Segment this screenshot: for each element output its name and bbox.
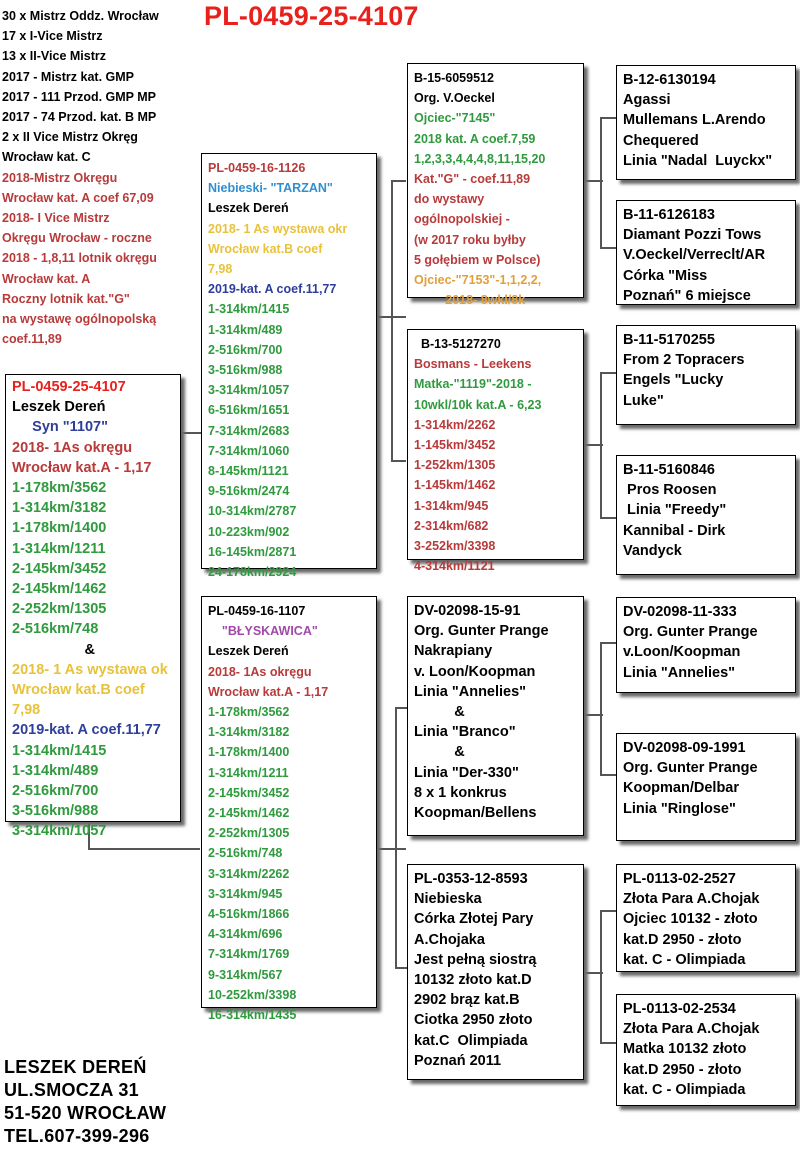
card-line: B-13-5127270 [414, 337, 501, 351]
card-line: 4-314km/1121 [414, 559, 495, 574]
card-line: 2019-kat. A coef.11,77 [208, 282, 337, 297]
card-line: Linia "Nadal Luyckx" [623, 152, 773, 169]
card-line: 7-314km/1769 [208, 947, 290, 962]
card-line: Luke" [623, 392, 664, 409]
card-line: 2-314km/682 [414, 518, 489, 533]
great-grandparent-card-2 [616, 200, 796, 305]
card-line: kat.C Olimpiada [414, 1032, 528, 1049]
card-line: 8-145km/1121 [208, 464, 289, 479]
card-line: 16-145km/2871 [208, 544, 297, 559]
great-grandparent-card-3 [616, 325, 796, 425]
card-line: Jest pełną siostrą [414, 951, 537, 968]
card-line: 1-314km/489 [12, 762, 99, 779]
card-line: Nakrapiany [414, 643, 493, 660]
address-line: TEL.607-399-296 [4, 1126, 150, 1146]
card-line: Syn "1107" [12, 419, 108, 436]
card-line: 2902 brąz kat.B [414, 992, 520, 1009]
granddam-paternal-card [407, 329, 584, 574]
card-line: 1-314km/945 [414, 498, 489, 513]
card-line: 10-314km/2787 [208, 504, 297, 519]
card-line: 2-516km/748 [208, 846, 283, 861]
connector-line [600, 910, 602, 1042]
card-line: A.Chojaka [414, 931, 485, 948]
card-line: 8 x 1 konkrus [414, 784, 507, 801]
great-grandparent-card-7 [616, 864, 796, 972]
card-line: 2018- 1 As wystawa okr [208, 221, 348, 236]
card-line: Linia "Annelies" [414, 683, 527, 700]
card-line: kat.D 2950 - złoto [623, 931, 742, 948]
card-line: 9-516km/2474 [208, 484, 290, 499]
card-line: 16-314km/1435 [208, 1008, 297, 1023]
card-line: 2018- I Vice Mistrz [2, 211, 110, 226]
connector-line [600, 372, 602, 517]
connector-line [395, 967, 407, 969]
connector-line [600, 774, 616, 776]
page-title: PL-0459-25-4107 [204, 1, 419, 31]
connector-line [600, 117, 616, 119]
card-line: & [414, 744, 465, 761]
great-grandparent-card-6 [616, 733, 796, 841]
connector-line [391, 460, 406, 462]
card-line: 1-178km/1400 [208, 745, 290, 760]
card-line: Linia "Freedy" [623, 502, 727, 519]
grandsire-maternal-card [407, 596, 584, 836]
card-line: PL-0113-02-2534 [623, 1001, 736, 1017]
card-line: 2-145km/3452 [12, 560, 107, 577]
card-line: & [414, 704, 465, 721]
card-line: Wrocław kat.A - 1,17 [12, 459, 152, 476]
card-line: Org. Gunter Prange [623, 760, 758, 777]
card-line: 2-516km/748 [12, 621, 99, 638]
connector-line [395, 707, 397, 967]
card-line: 2018- 1As okręgu [208, 664, 312, 679]
card-line: 1-314km/3182 [12, 500, 107, 517]
card-line: Córka "Miss [623, 267, 708, 284]
card-line: DV-02098-09-1991 [623, 740, 746, 756]
card-line: 2-145km/3452 [208, 785, 290, 800]
card-line: 2018- 8wkl/8k [414, 293, 526, 308]
card-line: Agassi [623, 92, 671, 109]
card-line: 2018- 1 As wystawa ok [12, 661, 168, 678]
card-line: 1-252km/1305 [414, 458, 496, 473]
card-line: 2-252km/1305 [208, 826, 290, 841]
connector-line [600, 1042, 616, 1044]
connector-line [600, 910, 616, 912]
card-line: Leszek Dereń [208, 644, 289, 659]
card-line: 4-314km/696 [208, 927, 283, 942]
card-line: 13 x II-Vice Mistrz [2, 49, 106, 64]
card-line: 30 x Mistrz Oddz. Wrocław [2, 9, 159, 23]
card-line: Kannibal - Dirk [623, 522, 726, 539]
card-line: Kat."G" - coef.11,89 [414, 172, 531, 187]
card-line: Okręgu Wrocław - roczne [2, 231, 152, 246]
sire-card [201, 153, 377, 580]
card-line: 3-516km/988 [208, 363, 283, 378]
card-line: Wrocław kat.A - 1,17 [208, 684, 329, 699]
card-line: 2-252km/1305 [12, 601, 107, 618]
card-line: & [12, 641, 95, 658]
card-line: Koopman/Bellens [414, 805, 537, 822]
great-grandparent-card-4 [616, 455, 796, 575]
card-line: PL-0113-02-2527 [623, 871, 736, 887]
card-line: kat.D 2950 - złoto [623, 1061, 742, 1078]
card-line: B-11-5160846 [623, 462, 715, 478]
card-line: kat. C - Olimpiada [623, 951, 746, 968]
card-line: Linia "Annelies" [623, 664, 736, 681]
granddam-maternal-card [407, 864, 584, 1080]
card-line: PL-0353-12-8593 [414, 871, 528, 887]
card-line: 2017 - 74 Przod. kat. B MP [2, 110, 157, 125]
card-line: 2-145km/1462 [12, 581, 107, 598]
card-line: Linia "Ringlose" [623, 800, 736, 817]
card-line: Wrocław kat. A coef 67,09 [2, 190, 154, 205]
card-line: Mullemans L.Arendo [623, 112, 766, 129]
card-line: Ciotka 2950 złoto [414, 1012, 533, 1029]
card-line: 10-252km/3398 [208, 987, 297, 1002]
card-line: Bosmans - Leekens [414, 357, 532, 372]
card-line: Diamant Pozzi Tows [623, 227, 762, 244]
card-line: Koopman/Delbar [623, 780, 740, 797]
card-line: Niebieski- "TARZAN" [208, 181, 333, 196]
card-line: 2-516km/700 [208, 342, 283, 357]
card-line: na wystawę ogólnopolską [2, 312, 157, 327]
connector-line [600, 247, 616, 249]
dam-card [201, 596, 377, 1023]
card-line: Ojciec-"7153"-1,1,2,2, [414, 273, 542, 288]
card-line: Poznań 2011 [414, 1052, 502, 1069]
card-line: 2018 - 1,8,11 lotnik okręgu [2, 251, 157, 266]
card-line: 1-314km/1415 [12, 742, 107, 759]
card-line: Córka Złotej Pary [414, 911, 534, 928]
card-line: 6-516km/1651 [208, 403, 290, 418]
address-line: LESZEK DEREŃ [4, 1057, 147, 1077]
card-line: Engels "Lucky [623, 372, 724, 389]
card-line: From 2 Topracers [623, 352, 745, 369]
card-line: 1-314km/489 [208, 322, 283, 337]
card-line: 1-314km/2262 [414, 417, 496, 432]
card-line: 2017 - Mistrz kat. GMP [2, 69, 134, 84]
grandsire-paternal-card [407, 63, 584, 308]
card-line: 3-314km/1057 [208, 383, 290, 398]
card-line: DV-02098-11-333 [623, 604, 737, 620]
achievements-list [2, 6, 202, 349]
card-line: 1-145km/3452 [414, 438, 496, 453]
card-line: Niebieska [414, 891, 482, 908]
card-line: Vandyck [623, 542, 682, 559]
great-grandparent-card-1 [616, 65, 796, 180]
card-line: 1-178km/3562 [208, 705, 290, 720]
card-line: coef.11,89 [2, 332, 62, 347]
address-line: UL.SMOCZA 31 [4, 1080, 139, 1100]
card-line: Matka-"1119"-2018 - [414, 377, 532, 392]
card-line: Pros Roosen [623, 482, 717, 499]
card-line: v.Loon/Koopman [623, 644, 741, 661]
card-line: 2-516km/700 [12, 783, 99, 800]
card-line: 7,98 [208, 262, 233, 277]
card-line: 10wkl/10k kat.A - 6,23 [414, 397, 542, 412]
card-line: 7,98 [12, 702, 41, 719]
card-line: 2018- 1As okręgu [12, 439, 133, 456]
card-line: Złota Para A.Chojak [623, 1021, 760, 1038]
card-line: B-12-6130194 [623, 72, 716, 88]
card-line: 3-314km/945 [208, 886, 283, 901]
card-line: 9-314km/567 [208, 967, 283, 982]
card-line: Wrocław kat. C [2, 150, 91, 165]
card-line: Roczny lotnik kat."G" [2, 291, 130, 306]
card-line: 3-314km/1057 [12, 823, 107, 840]
card-line: Wrocław kat.B coef [208, 241, 323, 256]
card-line: 1-178km/3562 [12, 480, 107, 497]
address-line: 51-520 WROCŁAW [4, 1103, 167, 1123]
card-line: DV-02098-15-91 [414, 603, 521, 619]
card-line: PL-0459-25-4107 [12, 379, 126, 395]
card-line: 17 x I-Vice Mistrz [2, 29, 103, 44]
card-line: 2017 - 111 Przod. GMP MP [2, 89, 157, 104]
connector-line [376, 848, 406, 850]
card-line: B-11-6126183 [623, 207, 715, 223]
card-line: 1-314km/1211 [12, 540, 106, 557]
card-line: 2019-kat. A coef.11,77 [12, 722, 161, 739]
card-line: 2018 kat. A coef.7,59 [414, 131, 536, 146]
card-line: B-15-6059512 [414, 71, 494, 85]
card-line: 7-314km/2683 [208, 423, 290, 438]
connector-line [88, 848, 200, 850]
card-line: do wystawy [414, 192, 485, 207]
card-line: v. Loon/Koopman [414, 663, 536, 680]
card-line: Linia "Branco" [414, 724, 516, 741]
owner-address [4, 1056, 166, 1148]
card-line: V.Oeckel/Verreclt/AR [623, 247, 766, 264]
card-line: 5 gołębiem w Polsce) [414, 252, 541, 267]
card-line: Org. Gunter Prange [623, 624, 758, 641]
card-line: Wrocław kat.B coef [12, 682, 145, 699]
card-line: Linia "Der-330" [414, 764, 519, 781]
card-line: PL-0459-16-1107 [208, 604, 306, 618]
connector-line [180, 432, 202, 434]
card-line: Chequered [623, 132, 699, 149]
connector-line [600, 117, 602, 247]
card-line: 3-314km/2262 [208, 866, 290, 881]
card-line: "BŁYSKAWICA" [208, 624, 318, 639]
card-line: Org. V.Oeckel [414, 91, 495, 106]
connector-line [395, 707, 407, 709]
card-line: 1,2,3,3,4,4,4,8,11,15,20 [414, 151, 546, 166]
card-line: 3-516km/988 [12, 803, 99, 820]
subject-card [5, 374, 181, 840]
card-line: Org. Gunter Prange [414, 623, 549, 640]
card-line: Złota Para A.Chojak [623, 891, 760, 908]
card-line: (w 2017 roku byłby [414, 232, 526, 247]
card-line: B-11-5170255 [623, 332, 715, 348]
connector-line [600, 372, 616, 374]
card-line: 2 x II Vice Mistrz Okręg [2, 130, 138, 145]
card-line: 1-314km/3182 [208, 725, 290, 740]
connector-line [600, 642, 602, 774]
card-line: 2-145km/1462 [208, 806, 290, 821]
card-line: Leszek Dereń [12, 399, 106, 416]
card-line: ogólnopolskiej - [414, 212, 510, 227]
card-line: 3-252km/3398 [414, 539, 496, 554]
card-line: 1-314km/1415 [208, 302, 290, 317]
card-line: 1-314km/1211 [208, 765, 289, 780]
card-line: PL-0459-16-1126 [208, 161, 306, 175]
card-line: Ojciec 10132 - złoto [623, 911, 758, 928]
card-line: 7-314km/1060 [208, 443, 290, 458]
card-line: 1-145km/1462 [414, 478, 496, 493]
card-line: 2018-Mistrz Okręgu [2, 170, 118, 185]
card-line: 10132 złoto kat.D [414, 972, 532, 989]
card-line: 1-178km/1400 [12, 520, 107, 537]
great-grandparent-card-5 [616, 597, 796, 693]
card-line: Wrocław kat. A [2, 271, 91, 286]
connector-line [391, 180, 393, 460]
card-line: 24-178km/2924 [208, 565, 297, 580]
card-line: Matka 10132 złoto [623, 1041, 747, 1058]
great-grandparent-card-8 [616, 994, 796, 1106]
connector-line [391, 180, 406, 182]
connector-line [600, 517, 616, 519]
card-line: Leszek Dereń [208, 201, 289, 216]
card-line: Ojciec-"7145" [414, 111, 496, 126]
card-line: 4-516km/1866 [208, 907, 290, 922]
card-line: kat. C - Olimpiada [623, 1081, 746, 1098]
connector-line [600, 642, 616, 644]
card-line: Poznań" 6 miejsce [623, 287, 751, 304]
card-line: 10-223km/902 [208, 524, 290, 539]
